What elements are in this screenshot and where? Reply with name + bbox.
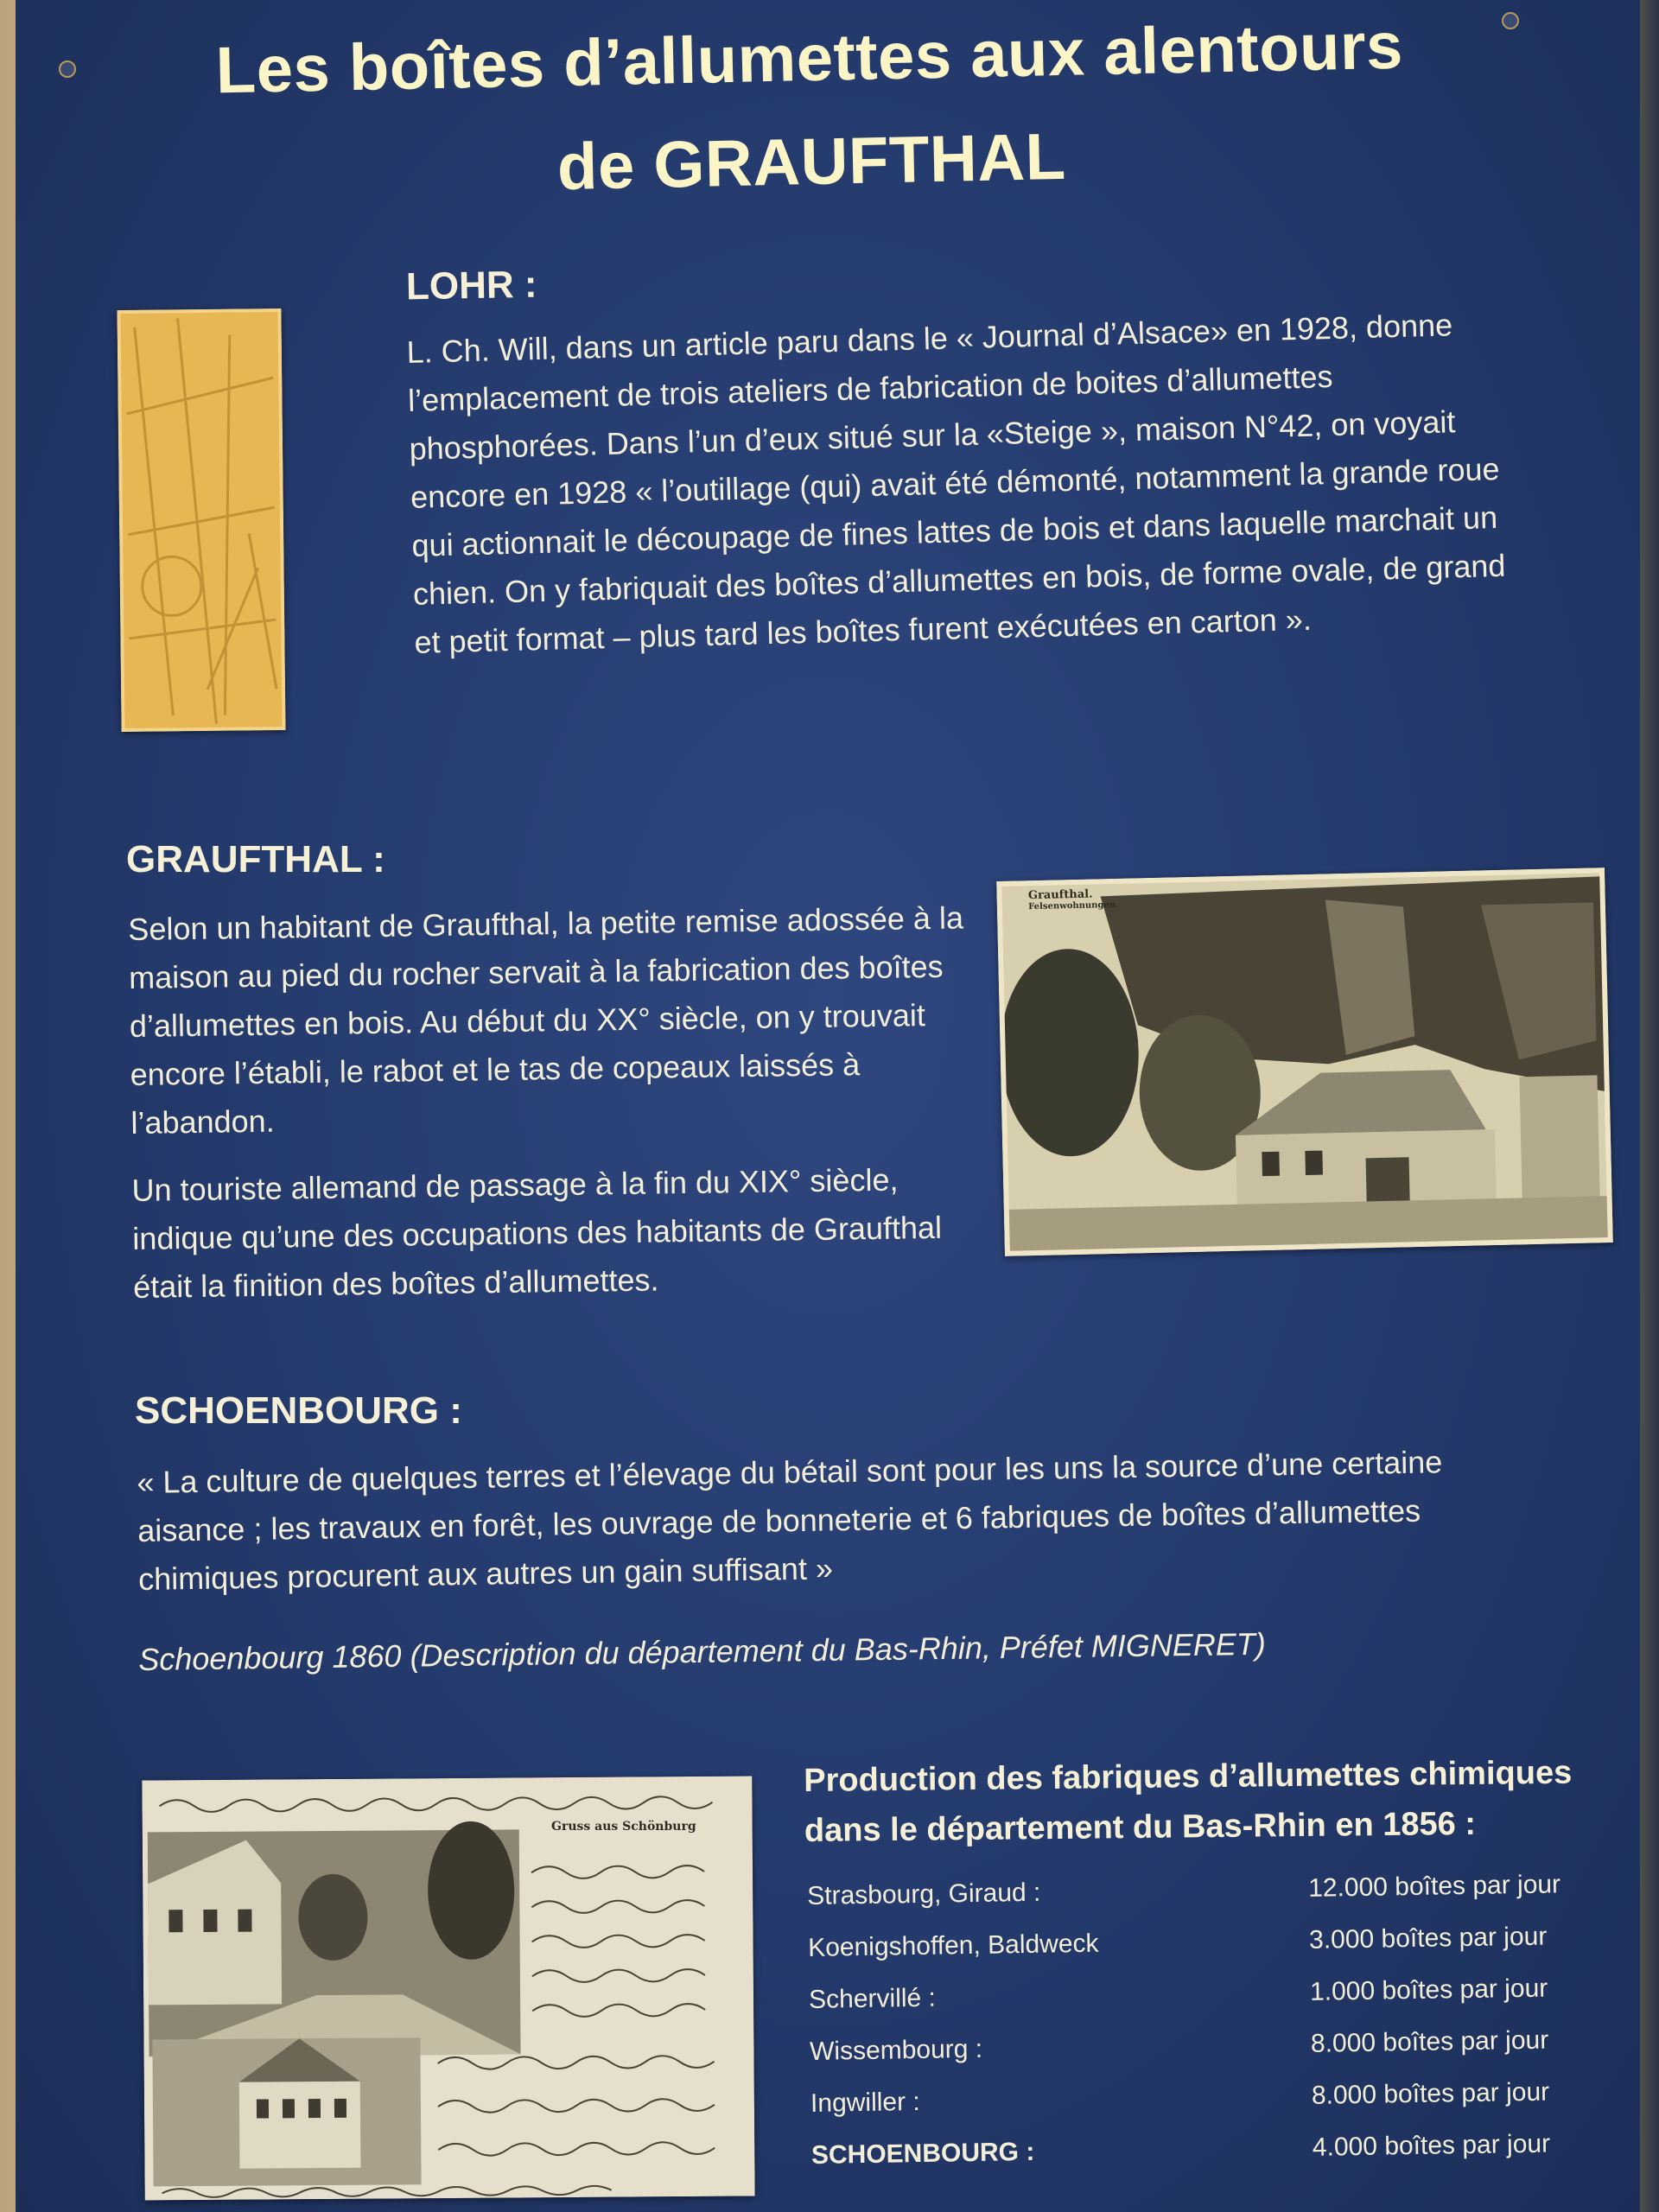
production-row bbox=[810, 2077, 1589, 2133]
production-heading: Production des fabriques d’allumettes chimiques dans le département du Bas-Rhin en 1856 : bbox=[804, 1754, 1573, 1849]
graufthal-heading: GRAUFTHAL : bbox=[126, 838, 385, 880]
graufthal-photo bbox=[996, 868, 1613, 1256]
graufthal-caption-subtitle: Felsenwohnungen. bbox=[1028, 899, 1119, 912]
production-place: Ingwiller : bbox=[810, 2087, 920, 2118]
schoenbourg-quote: « La culture de quelques terres et l’élevage du bétail sont pour les uns la source d’une certaine aisance ; les travaux en forêt, les ouvrage de bonneterie et 6 fabriques de boîtes d’allumettes chimiques procurent aux autres un gain suffisant » bbox=[137, 1444, 1443, 1597]
production-row bbox=[808, 1922, 1586, 1977]
production-row bbox=[807, 1870, 1586, 1925]
production-row bbox=[809, 1974, 1587, 2029]
production-row bbox=[810, 2025, 1588, 2081]
production-place: Schervillé : bbox=[808, 1983, 937, 2014]
graufthal-photo-caption bbox=[1028, 887, 1119, 912]
info-panel bbox=[16, 0, 1640, 2212]
title-line-1: Les boîtes d’allumettes aux alentours bbox=[214, 9, 1404, 108]
production-place: Koenigshoffen, Baldweck bbox=[807, 1929, 1099, 1962]
production-value: 8.000 boîtes par jour bbox=[1310, 2025, 1549, 2058]
graufthal-paragraph-1: Selon un habitant de Graufthal, la petite remise adossée à la maison au pied du rocher servait à la fabrication des boîtes d’allumettes en bois. Au début du XX° siècle, on y trouvait encore l’établi, le rabot et le tas de copeaux laissés à l’abandon. bbox=[128, 899, 964, 1141]
production-value: 12.000 boîtes par jour bbox=[1307, 1870, 1561, 1903]
production-value: 3.000 boîtes par jour bbox=[1308, 1922, 1548, 1955]
production-row bbox=[811, 2129, 1590, 2184]
schoenbourg-heading: SCHOENBOURG : bbox=[135, 1389, 462, 1432]
graufthal-paragraph-2: Un touriste allemand de passage à la fin du XIX° siècle, indique qu’une des occupations des habitants de Graufthal était la finition des boîtes d’allumettes. bbox=[131, 1161, 943, 1305]
graufthal-caption-title: Graufthal. bbox=[1027, 887, 1093, 903]
lohr-text: L. Ch. Will, dans un article paru dans le « Journal d’Alsace» en 1928, donne l’emplacement de trois ateliers de fabrication de boites d’allumettes phosphorées. Dans l’un d’eux situé sur la «Steige », maison N°42, on voyait encore en 1928 « l’outillage (qui) avait été démonté, notamment la grande roue qui actionnait le découpage de fines lattes de bois et dans laquelle marchait un chien. On y fabriquait des boîtes d’allumettes en bois, de forme ovale, de grand et petit format – plus tard les boîtes furent exécutées en carton ». bbox=[406, 307, 1506, 660]
production-place: SCHOENBOURG : bbox=[810, 2137, 1035, 2170]
production-value: 1.000 boîtes par jour bbox=[1309, 1974, 1548, 2006]
title-line-2: de GRAUFTHAL bbox=[556, 119, 1067, 205]
panel-title bbox=[100, 0, 1522, 229]
production-place: Strasbourg, Giraud : bbox=[807, 1878, 1041, 1910]
postcard-caption: Gruss aus Schönburg bbox=[551, 1820, 696, 1834]
production-value: 4.000 boîtes par jour bbox=[1312, 2129, 1551, 2162]
production-table bbox=[807, 1869, 1624, 2193]
schoenbourg-postcard bbox=[142, 1777, 754, 2201]
schoenbourg-source: Schoenbourg 1860 (Description du département du Bas-Rhin, Préfet MIGNERET) bbox=[138, 1625, 1267, 1677]
graufthal-text bbox=[128, 893, 981, 1331]
screw-top-left bbox=[59, 60, 76, 78]
lohr-heading: LOHR : bbox=[405, 263, 537, 308]
production-value: 8.000 boîtes par jour bbox=[1311, 2077, 1550, 2110]
production-place: Wissembourg : bbox=[809, 2034, 983, 2066]
lohr-illustration bbox=[117, 308, 285, 732]
